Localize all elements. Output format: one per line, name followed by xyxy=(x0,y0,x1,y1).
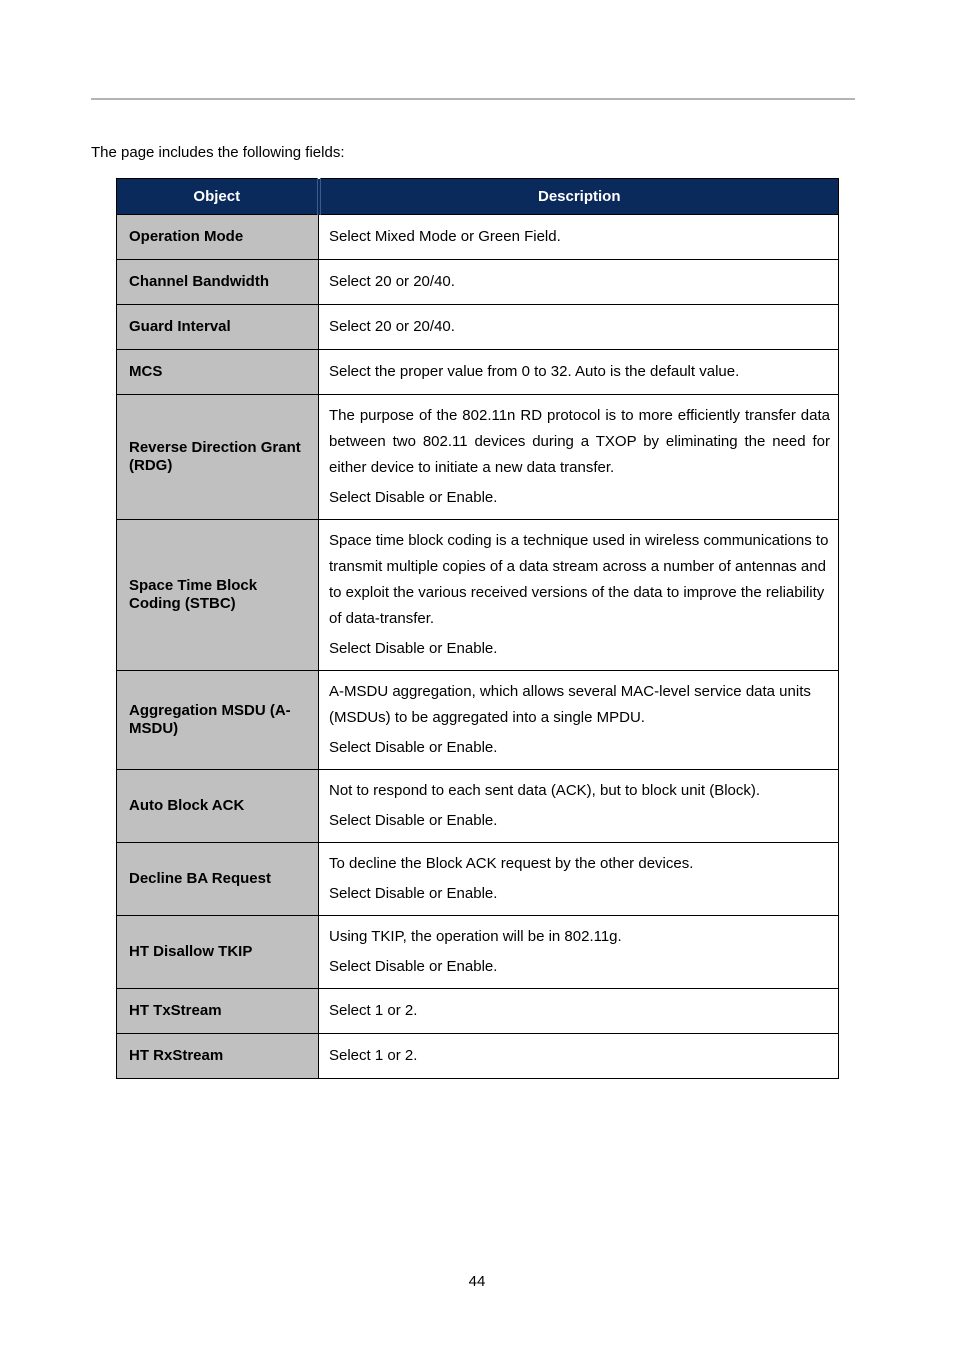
object-cell: Auto Block ACK xyxy=(117,770,319,843)
object-cell: Decline BA Request xyxy=(117,843,319,916)
description-text: To decline the Block ACK request by the other devices. xyxy=(329,855,694,872)
description-cell xyxy=(319,989,839,1034)
description-cell xyxy=(319,520,839,671)
page-number: 44 xyxy=(468,1273,486,1290)
description-text: Select Disable or Enable. xyxy=(329,739,498,756)
table-row xyxy=(117,1034,839,1079)
table-row xyxy=(117,843,839,916)
object-cell: Space Time Block Coding (STBC) xyxy=(117,520,319,671)
object-cell: Guard Interval xyxy=(117,305,319,350)
description-text: Select Disable or Enable. xyxy=(329,640,498,657)
table-row xyxy=(117,916,839,989)
fields-table xyxy=(116,178,839,1079)
description-text: The purpose of the 802.11n RD protocol is to more efficiently transfer data between two 802.11 devices during a TXOP by eliminating the need for either device to initiate a new data transfer. xyxy=(329,407,830,476)
description-text: Select 20 or 20/40. xyxy=(329,273,455,290)
object-cell: MCS xyxy=(117,350,319,395)
object-cell: Channel Bandwidth xyxy=(117,260,319,305)
description-text: Select Disable or Enable. xyxy=(329,885,498,902)
description-text: Select Mixed Mode or Green Field. xyxy=(329,228,561,245)
table-row xyxy=(117,395,839,520)
description-cell xyxy=(319,671,839,770)
table-row xyxy=(117,350,839,395)
description-text: Not to respond to each sent data (ACK), but to block unit (Block). xyxy=(329,782,761,799)
intro-text: The page includes the following fields: xyxy=(91,144,345,161)
object-cell: Aggregation MSDU (A-MSDU) xyxy=(117,671,319,770)
table-row xyxy=(117,671,839,770)
description-text: Select Disable or Enable. xyxy=(329,489,498,506)
description-text: Using TKIP, the operation will be in 802.11g. xyxy=(329,928,622,945)
description-cell xyxy=(319,770,839,843)
object-cell: Operation Mode xyxy=(117,215,319,260)
description-text: Select 1 or 2. xyxy=(329,1002,418,1019)
table-row xyxy=(117,215,839,260)
description-cell xyxy=(319,260,839,305)
table-row xyxy=(117,260,839,305)
table-row xyxy=(117,520,839,671)
object-cell: HT RxStream xyxy=(117,1034,319,1079)
description-text: Select 1 or 2. xyxy=(329,1047,418,1064)
object-cell: Reverse Direction Grant (RDG) xyxy=(117,395,319,520)
table-row xyxy=(117,989,839,1034)
table-row xyxy=(117,770,839,843)
description-text: Select Disable or Enable. xyxy=(329,958,498,975)
column-header-description: Description xyxy=(319,179,839,215)
description-cell xyxy=(319,350,839,395)
description-text: Select Disable or Enable. xyxy=(329,812,498,829)
description-text: Select the proper value from 0 to 32. Auto is the default value. xyxy=(329,363,740,380)
description-text: A-MSDU aggregation, which allows several MAC-level service data units (MSDUs) to be aggregated into a single MPDU. xyxy=(329,683,811,726)
description-cell xyxy=(319,1034,839,1079)
description-cell xyxy=(319,843,839,916)
object-cell: HT Disallow TKIP xyxy=(117,916,319,989)
top-rule xyxy=(91,98,855,100)
table-header-row xyxy=(117,179,839,215)
column-header-object: Object xyxy=(117,179,319,215)
description-cell xyxy=(319,305,839,350)
table-row xyxy=(117,305,839,350)
description-cell xyxy=(319,916,839,989)
description-text: Select 20 or 20/40. xyxy=(329,318,455,335)
description-cell xyxy=(319,215,839,260)
object-cell: HT TxStream xyxy=(117,989,319,1034)
description-text: Space time block coding is a technique used in wireless communications to transmit multiple copies of a data stream across a number of antennas and to exploit the various received versions of the data to improve the reliability of data-transfer. xyxy=(329,532,829,627)
description-cell xyxy=(319,395,839,520)
